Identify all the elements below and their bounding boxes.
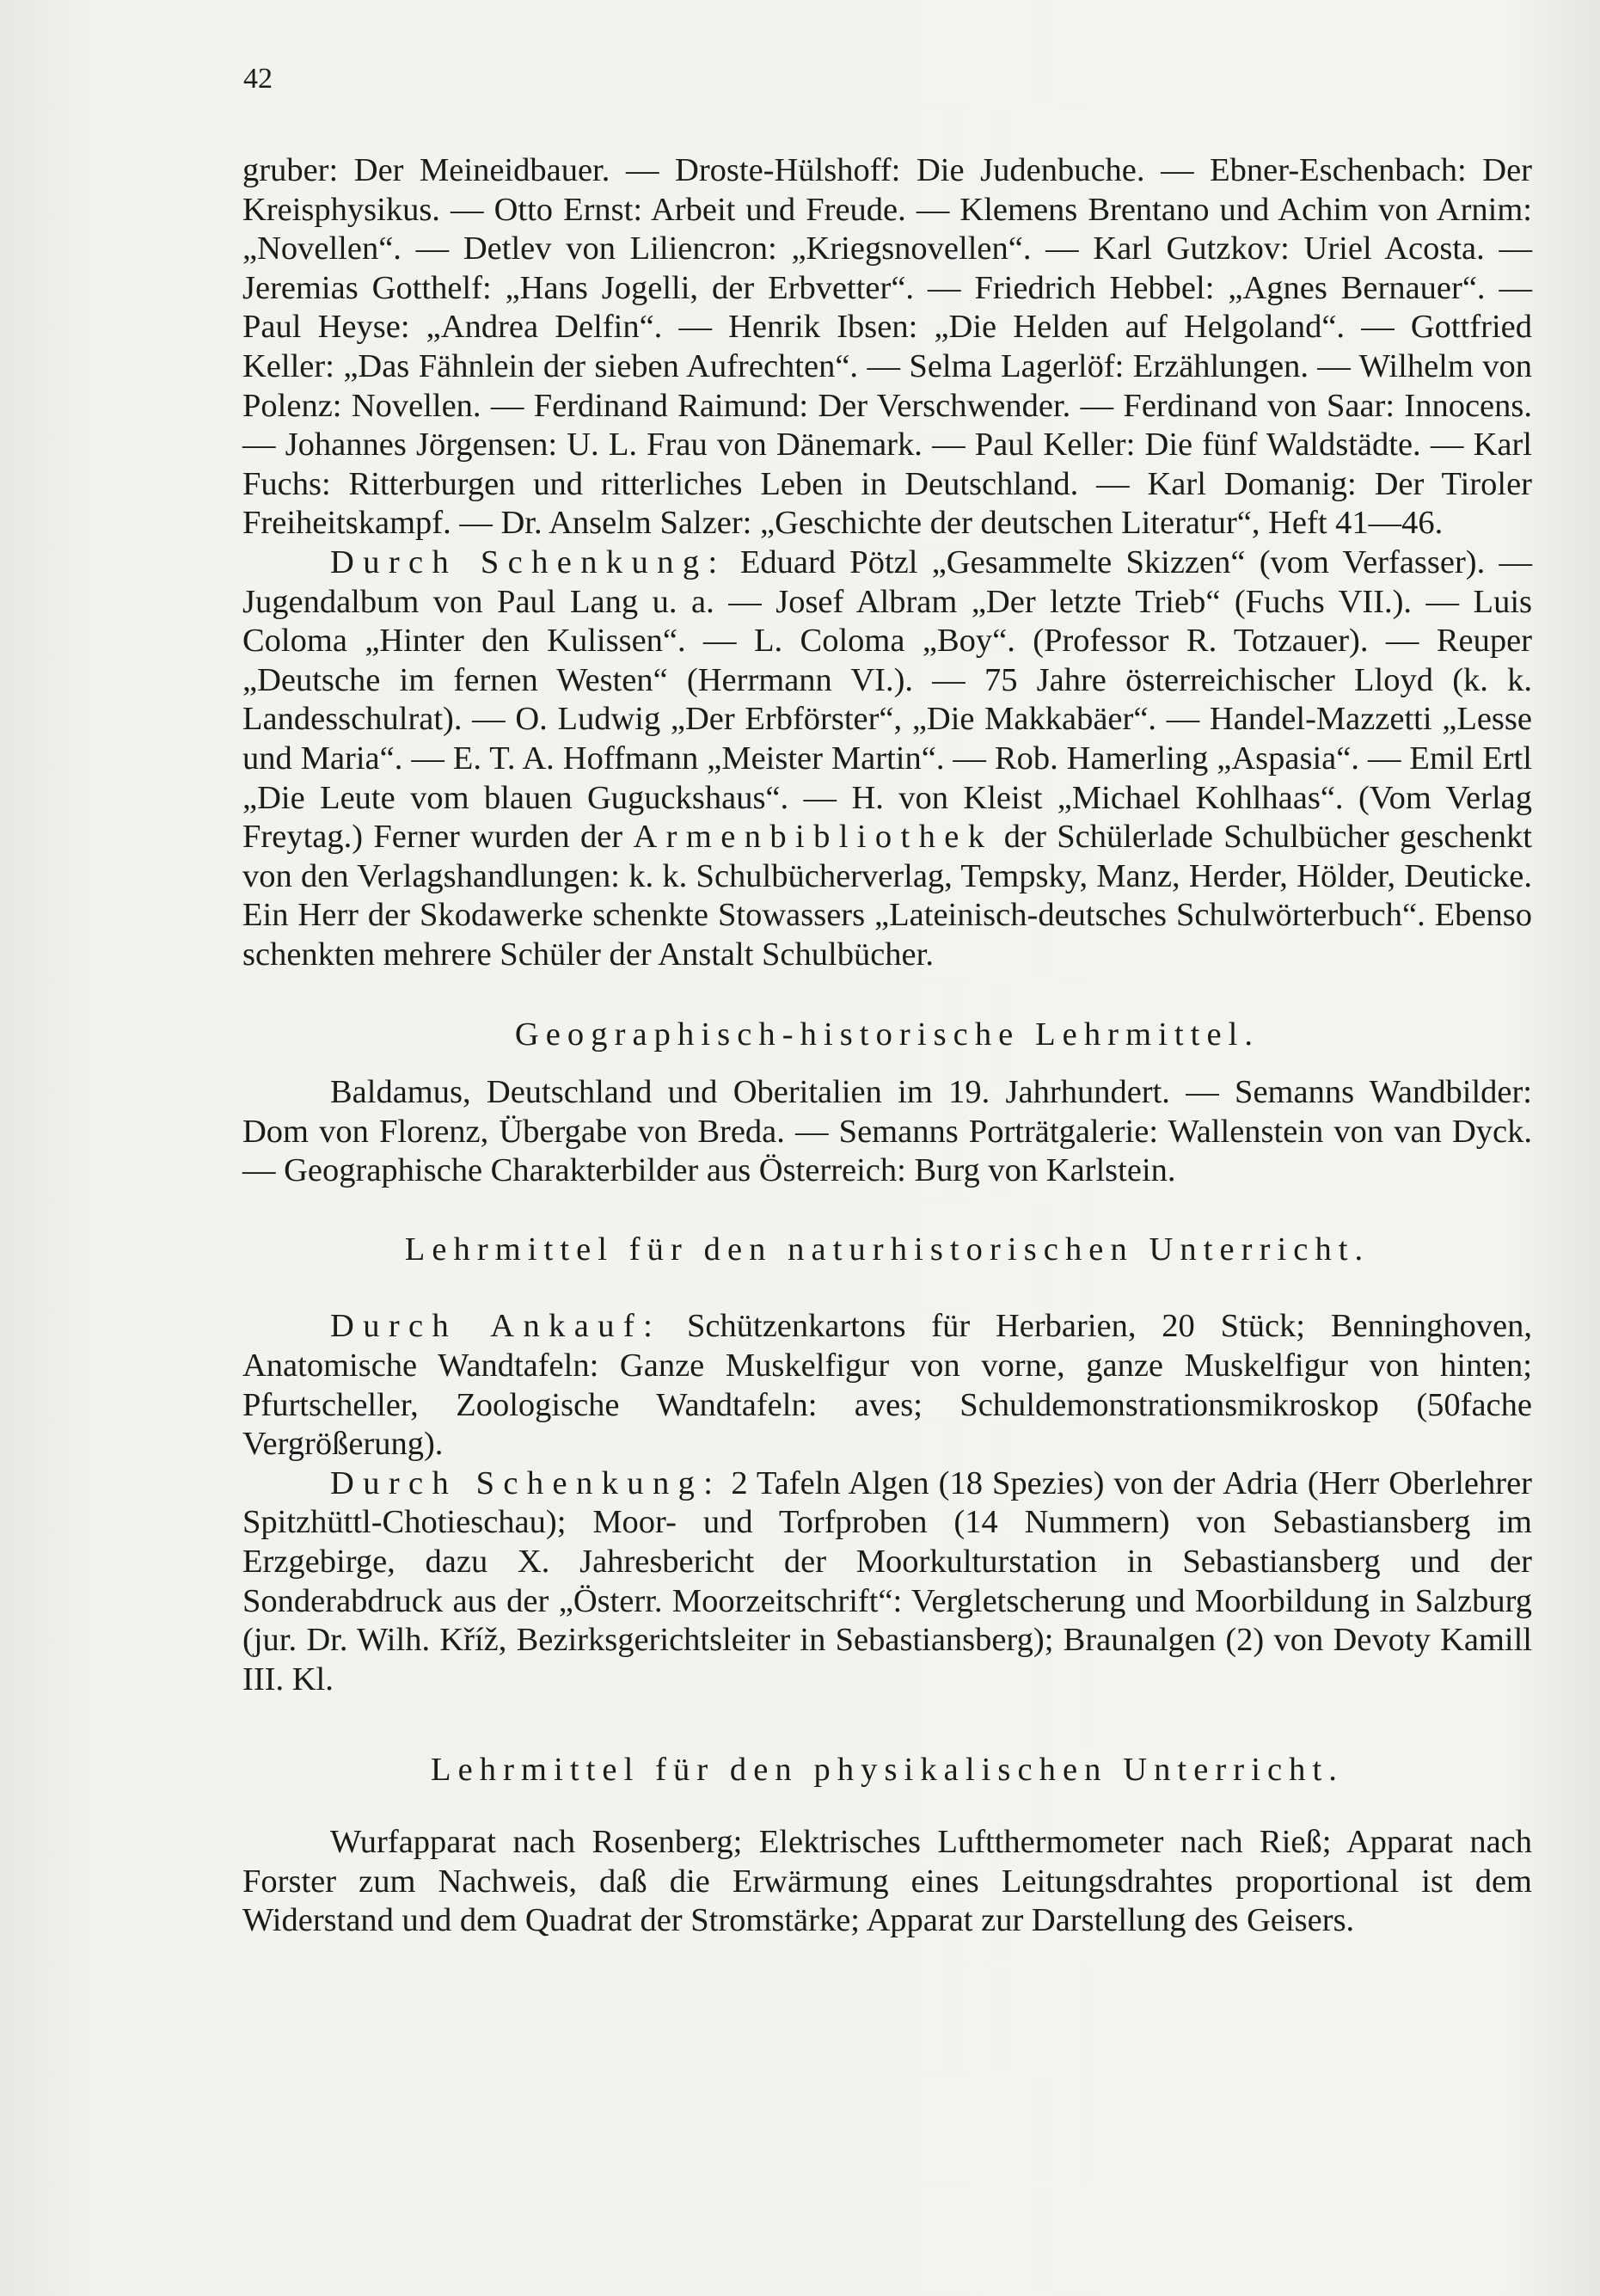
section-heading-geography: Geographisch-historische Lehrmittel. [514,1016,1260,1053]
section-heading-natural-history: Lehrmittel für den naturhistorischen Unterricht. [404,1231,1370,1268]
paragraph-geography: Baldamus, Deutschland und Oberitalien im 19. Jahrhundert. — Semanns Wandbilder: Dom von Florenz, Übergabe von Breda. — Semanns Porträtgalerie: Wallenstein von van Dyck. — Geographische Charakterbilder aus Österreich: Burg von Karlstein. [242,1074,1532,1189]
spaced-label: Durch Schenkung: [330,1464,722,1501]
paragraph-text: 2 Tafeln Algen (18 Spezies) von der Adria (Herr Oberlehrer Spitzhüttl-Chotieschau); Moor- und Torfproben (14 Nummern) von Sebastiansberg im Erzgebirge, dazu X. Jahresbericht der Moorkulturstation in Sebastiansberg und der Sonderabdruck aus der „Österr. Moorzeitschrift“: Vergletscherung und Moorbildung in Salzburg (jur. Dr. Wilh. Kříž, Bezirksgerichtsleiter in Sebastiansberg); Braunalgen (2) von Devoty Kamill III. Kl. [242,1464,1532,1697]
spaced-label: Durch Schenkung: [330,543,726,580]
paragraph-purchase [242,1307,1532,1464]
paragraph-text: Eduard Pötzl „Gesammelte Skizzen“ (vom Verfasser). — Jugendalbum von Paul Lang u. a. — Josef Albram „Der letzte Trieb“ (Fuchs VII.). — Luis Coloma „Hinter den Kulissen“. — L. Coloma „Boy“. (Professor R. Totzauer). — Reuper „Deutsche im fernen Westen“ (Herrmann VI.). — 75 Jahre österreichischer Lloyd (k. k. Landesschulrat). — O. Ludwig „Der Erbförster“, „Die Makkabäer“. — Handel-Mazzetti „Lesse und Maria“. — E. T. A. Hoffmann „Meister Martin“. — Rob. Hamerling „Aspasia“. — Emil Ertl „Die Leute vom blauen Guguckshaus“. — H. von Kleist „Michael Kohlhaas“. (Vom Verlag Freytag.) Ferner wurden der [242,543,1532,856]
page-body [242,151,1532,1941]
paragraph-donations [242,543,1532,975]
section-heading-physics: Lehrmittel für den physikalischen Unterricht. [431,1752,1344,1789]
spaced-label: Durch Ankauf: [330,1308,662,1345]
paragraph-text: der Schülerlade Schulbücher geschenkt von den Verlagshandlungen: k. k. Schulbücherverlag, Tempsky, Manz, Herder, Hölder, Deuticke. Ein Herr der Skodawerke schenkte Stowassers „Lateinisch-deutsches Schulwörterbuch“. Ebenso schenkten mehrere Schüler der Anstalt Schulbücher. [242,819,1532,973]
spaced-term: Armenbibliothek [633,819,994,856]
paragraph-reading-list: gruber: Der Meineidbauer. — Droste-Hülshoff: Die Judenbuche. — Ebner-Eschenbach: Der Kreisphysikus. — Otto Ernst: Arbeit und Freude. — Klemens Brentano und Achim von Arnim: „Novellen“. — Detlev von Liliencron: „Kriegsnovellen“. — Karl Gutzkov: Uriel Acosta. — Jeremias Gotthelf: „Hans Jogelli, der Erbvetter“. — Friedrich Hebbel: „Agnes Bernauer“. — Paul Heyse: „Andrea Delfin“. — Henrik Ibsen: „Die Helden auf Helgoland“. — Gottfried Keller: „Das Fähnlein der sieben Aufrechten“. — Selma Lagerlöf: Erzählungen. — Wilhelm von Polenz: Novellen. — Ferdinand Raimund: Der Verschwender. — Ferdinand von Saar: Innocens. — Johannes Jörgensen: U. L. Frau von Dänemark. — Paul Keller: Die fünf Waldstädte. — Karl Fuchs: Ritterburgen und ritterliches Leben in Deutschland. — Karl Domanig: Der Tiroler Freiheitskampf. — Dr. Anselm Salzer: „Geschichte der deutschen Literatur“, Heft 41—46. [242,152,1532,542]
page-number: 42 [243,63,273,95]
paragraph-physics: Wurfapparat nach Rosenberg; Elektrisches Luftthermometer nach Rieß; Apparat nach Forster zum Nachweis, daß die Erwärmung eines Leitungsdrahtes proportional ist dem Widerstand und dem Quadrat der Stromstärke; Apparat zur Darstellung des Geisers. [242,1823,1532,1939]
paragraph-donation-natural [242,1464,1532,1700]
paragraph-text: Schützenkartons für Herbarien, 20 Stück; Benninghoven, Anatomische Wandtafeln: Ganze Muskelfigur von vorne, ganze Muskelfigur von hinten; Pfurtscheller, Zoologische Wandtafeln: aves; Schuldemonstrationsmikroskop (50fache Vergrößerung). [242,1308,1532,1463]
